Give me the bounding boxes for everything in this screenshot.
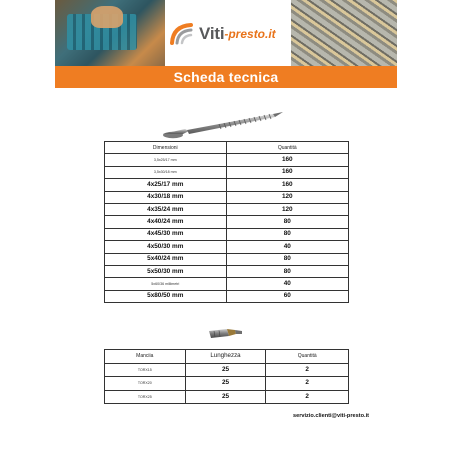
dimension-cell: 4x45/30 mm <box>105 228 227 240</box>
table-header-row <box>105 142 349 154</box>
support-email[interactable]: servizio.clienti@viti-presto.it <box>292 413 369 419</box>
bit-type-cell: TORX20 <box>105 377 186 391</box>
table-row <box>105 166 349 178</box>
tools-photo <box>55 0 165 66</box>
screws-photo <box>291 0 397 66</box>
dimension-cell: 4x35/24 mm <box>105 203 227 215</box>
quantity-cell: 80 <box>226 216 348 228</box>
bit-quantity-cell: 2 <box>266 390 349 404</box>
dimension-cell: 5x40/24 mm <box>105 253 227 265</box>
table-row <box>105 154 349 166</box>
table-row <box>105 390 349 404</box>
brand-logo <box>169 14 289 54</box>
dimensions-table <box>104 141 349 303</box>
quantity-cell: 40 <box>226 241 348 253</box>
dimension-cell: 4x30/18 mm <box>105 191 227 203</box>
column-header-length: Lunghezza <box>185 350 266 364</box>
bits-table <box>104 349 349 404</box>
table-row <box>105 228 349 240</box>
table-row <box>105 265 349 277</box>
quantity-cell: 80 <box>226 265 348 277</box>
bit-length-cell: 25 <box>185 377 266 391</box>
dimension-cell: 3,5x25/17 mm <box>105 154 227 166</box>
brand-name: Viti <box>199 24 225 43</box>
table-row <box>105 377 349 391</box>
dimension-cell: 3,5x30/18 mm <box>105 166 227 178</box>
quantity-cell: 160 <box>226 154 348 166</box>
page-title: Scheda tecnica <box>173 69 279 85</box>
column-header-dimensions: Dimensioni <box>105 142 227 154</box>
quantity-cell: 80 <box>226 253 348 265</box>
quantity-cell: 160 <box>226 179 348 191</box>
bit-length-cell: 25 <box>185 363 266 377</box>
dimension-cell: 5x50/30 mm <box>105 265 227 277</box>
table-row <box>105 241 349 253</box>
logo-arc-icon <box>169 21 197 47</box>
table-row <box>105 203 349 215</box>
quantity-cell: 40 <box>226 278 348 290</box>
bit-quantity-cell: 2 <box>266 363 349 377</box>
table-row <box>105 191 349 203</box>
table-row <box>105 179 349 191</box>
table-header-row <box>105 350 349 364</box>
quantity-cell: 60 <box>226 290 348 302</box>
bit-quantity-cell: 2 <box>266 377 349 391</box>
quantity-cell: 80 <box>226 228 348 240</box>
dimension-cell: 5x80/50 mm <box>105 290 227 302</box>
quantity-cell: 160 <box>226 166 348 178</box>
table-row <box>105 363 349 377</box>
bit-type-cell: TORX15 <box>105 363 186 377</box>
brand-domain: -presto.it <box>224 27 276 41</box>
table-row <box>105 278 349 290</box>
screwdriver-bit-image <box>205 325 245 341</box>
bit-type-cell: TORX25 <box>105 390 186 404</box>
table-row <box>105 290 349 302</box>
header <box>55 0 397 66</box>
screw-image <box>155 108 287 144</box>
dimension-cell: 4x50/30 mm <box>105 241 227 253</box>
quantity-cell: 120 <box>226 191 348 203</box>
table-row <box>105 253 349 265</box>
column-header-quantity: Quantità <box>266 350 349 364</box>
dimension-cell: 5x60/36 millimetri <box>105 278 227 290</box>
datasheet-page <box>55 0 397 452</box>
bit-length-cell: 25 <box>185 390 266 404</box>
title-banner <box>55 66 397 88</box>
table-row <box>105 216 349 228</box>
quantity-cell: 120 <box>226 203 348 215</box>
dimension-cell: 4x25/17 mm <box>105 179 227 191</box>
column-header-type: Manciia <box>105 350 186 364</box>
column-header-quantity: Quantità <box>226 142 348 154</box>
dimension-cell: 4x40/24 mm <box>105 216 227 228</box>
